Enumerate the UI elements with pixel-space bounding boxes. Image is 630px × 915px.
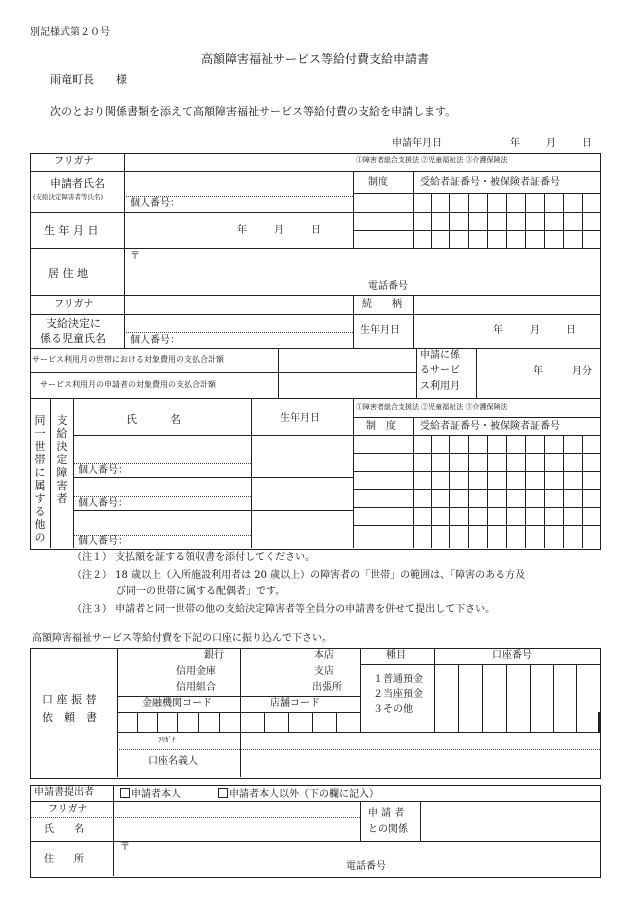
applicant-birth-day: 日 [311, 225, 321, 236]
applicant-payment-label: サービス利用月の申請者の対象費用の支払合計額 [40, 380, 216, 389]
child-birth-day: 日 [566, 325, 576, 336]
child-birth-label: 生年月日 [360, 325, 400, 336]
others-my-number-1[interactable]: 個人番号： [78, 465, 128, 476]
household-payment-label: サービス利用月の世帯における対象費用の支払合計額 [32, 355, 224, 364]
child-my-number[interactable]: 個人番号： [130, 335, 180, 346]
note-2: （注２） 18 歳以上（入所施設利用者は 20 歳以上）の障害者の「世帯」の範囲は、「障害のある方及 [72, 570, 526, 581]
branch-type-branch: 支店 [314, 666, 334, 677]
others-outer-label: 同一世帯に属する他の [34, 414, 46, 544]
others-name-column: 氏 名 [126, 413, 181, 426]
form-number: 別記様式第２０号 [30, 27, 110, 38]
applicant-name-label: 申請者氏名 [50, 177, 105, 190]
submitter-self-option[interactable]: 申請者本人 [120, 788, 181, 800]
bank-lead-text: 高額障害福祉サービス等給付費を下記の口座に振り込んで下さい。 [32, 633, 332, 644]
account-kind-label: 種目 [386, 650, 406, 661]
account-holder-label: 口座名義人 [148, 756, 198, 767]
applicant-postal-mark: 〒 [130, 251, 140, 262]
applicant-birth-year: 年 [237, 225, 247, 236]
bank-type-shinkin: 信用金庫 [176, 666, 216, 677]
others-my-number-3[interactable]: 個人番号： [78, 536, 128, 547]
note-1: （注１） 支払額を証する領収書を添付してください。 [72, 552, 316, 563]
bank-label-line1: 口 座 振 替 [42, 693, 97, 706]
others-inner-label: 支給決定障害者 [56, 414, 68, 505]
checkbox-self[interactable] [120, 788, 130, 798]
branch-type-head: 本店 [314, 650, 334, 661]
applicant-cert-label: 受給者証番号・被保険者証番号 [420, 177, 560, 188]
submitter-furigana-label: フリガナ [48, 804, 88, 815]
child-relation-label: 続 柄 [362, 299, 402, 310]
submitter-phone-label: 電話番号 [346, 861, 386, 872]
submitter-relation-line1: 申 請 者 [368, 808, 405, 819]
submitter-address-label: 住 所 [44, 854, 84, 865]
bank-type-bank: 銀行 [204, 650, 224, 661]
child-birth-year: 年 [493, 325, 503, 336]
applicant-furigana-label: フリガナ [54, 156, 94, 167]
child-label-line1: 支給決定に [46, 317, 101, 330]
service-month-label-1: 申請に係 [420, 350, 460, 361]
note-2-cont: び同一の世帯に属する配偶者」です。 [116, 586, 286, 597]
child-birth-month: 月 [530, 325, 540, 336]
account-number-label: 口座番号 [492, 650, 532, 661]
applicant-name-sublabel: (支給決定障害者等氏名) [33, 193, 104, 201]
intro-text: 次のとおり関係書類を添えて高額障害福祉サービス等給付費の支給を申請します。 [50, 105, 457, 118]
page-title: 高額障害福祉サービス等給付費支給申請書 [200, 52, 429, 66]
service-month-year: 年 [533, 366, 543, 377]
child-furigana-label: フリガナ [54, 299, 94, 310]
kind-ordinary[interactable]: １普通預金 [373, 674, 423, 685]
child-label-line2: 係る児童氏名 [40, 332, 106, 345]
submitter-other-option[interactable]: 申請者本人以外（下の欄に記入） [218, 788, 379, 800]
date-unit-month: 月 [546, 138, 556, 149]
others-cert-label: 受給者証番号・被保険者証番号 [420, 421, 560, 432]
bank-label-line2: 依 頼 書 [42, 711, 97, 724]
service-month-label-2: るサービ [420, 365, 460, 376]
applicant-system-label: 制度 [368, 177, 388, 188]
holder-furigana-label: ﾌﾘｶﾞﾅ [158, 736, 176, 744]
service-month-label-3: ス利用月 [420, 381, 460, 392]
service-month-month: 月分 [572, 366, 592, 377]
note-3: （注３） 申請者と同一世帯の他の支給決定障害者等全員分の申請書を併せて提出して下さい。 [72, 604, 496, 615]
branch-type-sub: 出張所 [312, 682, 342, 693]
submitter-name-label: 氏 名 [44, 824, 84, 835]
applicant-birth-month: 月 [274, 225, 284, 236]
submitter-postal-mark: 〒 [120, 842, 130, 853]
submitter-label: 申請書提出者 [34, 787, 94, 798]
submitter-relation-line2: との関係 [368, 824, 408, 835]
applicant-address-label: 居 住 地 [48, 267, 88, 280]
kind-other[interactable]: ３その他 [373, 704, 413, 715]
applicant-phone-label: 電話番号 [368, 281, 408, 292]
others-system-label: 制 度 [366, 421, 396, 432]
others-laws-label: ①障害者総合支援法 ②児童福祉法 ③介護保険法 [356, 403, 508, 411]
branch-code-label: 店舗コード [270, 698, 320, 709]
applicant-birth-label: 生 年 月 日 [44, 224, 99, 237]
date-unit-day: 日 [582, 138, 592, 149]
institution-code-label: 金融機関コード [142, 698, 212, 709]
kind-current[interactable]: ２当座預金 [373, 689, 423, 700]
others-my-number-2[interactable]: 個人番号： [78, 498, 128, 509]
applicant-laws-label: ①障害者総合支援法 ②児童福祉法 ③介護保険法 [356, 156, 508, 164]
application-date-label: 申請年月日 [392, 138, 442, 149]
date-unit-year: 年 [510, 138, 520, 149]
checkbox-other[interactable] [218, 788, 228, 798]
applicant-my-number[interactable]: 個人番号： [130, 198, 180, 209]
bank-type-kumiai: 信用組合 [176, 682, 216, 693]
others-birth-column: 生年月日 [280, 413, 320, 424]
addressee: 雨竜町長 様 [50, 73, 127, 86]
